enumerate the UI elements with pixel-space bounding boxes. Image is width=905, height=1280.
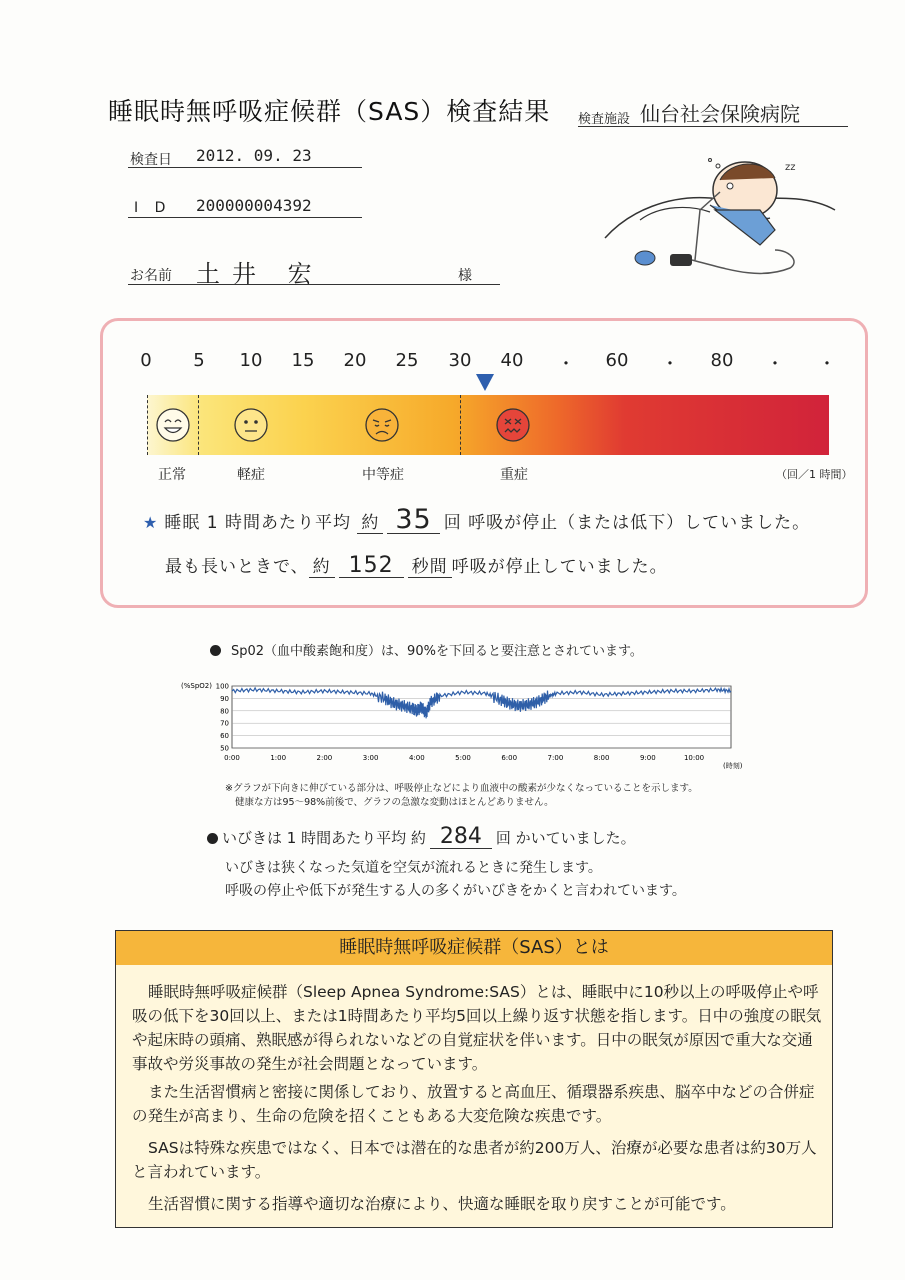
facility-name: 仙台社会保険病院 bbox=[640, 102, 800, 126]
x-tick-label: 0:00 bbox=[224, 754, 240, 762]
x-tick-label: 6:00 bbox=[501, 754, 518, 762]
moderate-face-icon bbox=[364, 407, 400, 443]
scale-tick: 80 bbox=[710, 350, 734, 371]
x-axis-label: (時刻) bbox=[723, 762, 743, 770]
x-tick-label: 3:00 bbox=[362, 754, 379, 762]
date-label: 検査日 bbox=[130, 152, 172, 168]
y-tick-label: 90 bbox=[220, 694, 229, 703]
x-tick-label: 5:00 bbox=[455, 754, 471, 762]
name-label: お名前 bbox=[130, 268, 172, 284]
facility-underline bbox=[578, 126, 848, 127]
scale-tick: 10 bbox=[239, 350, 263, 371]
honorific: 様 bbox=[458, 268, 472, 284]
date-value: 2012. 09. 23 bbox=[196, 146, 312, 165]
bullet-icon bbox=[210, 645, 221, 656]
chart-note: ※グラフが下向きに伸びている部分は、呼吸停止などにより血液中の酸素が少なくなっていることを示します。 bbox=[225, 783, 698, 794]
chart-note: 健康な方は95～98%前後で、グラフの急激な変動はほとんどありません。 bbox=[235, 797, 554, 808]
scale-unit: （回／1 時間） bbox=[776, 468, 853, 481]
longest-apnea-value: 152 bbox=[339, 555, 404, 578]
scale-tick: 15 bbox=[291, 350, 315, 371]
longest-apnea-sentence: 最も長いときで、 約 152 秒間 呼吸が停止していました。 bbox=[165, 553, 668, 578]
id-label: I D bbox=[134, 200, 172, 216]
scale-tick: 40 bbox=[500, 350, 524, 371]
info-paragraph: また生活習慣病と密接に関係しており、放置すると高血圧、循環器系疾患、脳卒中などの合併症の発生が高まり、生命の危険を招くこともある大変危険な疾患です。 bbox=[132, 1083, 815, 1125]
facility-label: 検査施設 bbox=[578, 112, 631, 127]
snore-value: 284 bbox=[430, 826, 492, 849]
page-title: 睡眠時無呼吸症候群（SAS）検査結果 bbox=[108, 97, 551, 126]
scale-tick: 25 bbox=[395, 350, 419, 371]
severity-label: 重症 bbox=[500, 467, 528, 483]
mild-face-icon bbox=[233, 407, 269, 443]
severity-divider bbox=[198, 395, 199, 455]
bullet-icon bbox=[207, 833, 218, 844]
y-tick-label: 100 bbox=[215, 682, 229, 691]
plot-area bbox=[232, 686, 731, 748]
x-tick-label: 7:00 bbox=[547, 754, 564, 762]
scale-tick: ・ bbox=[818, 354, 836, 375]
scale-tick: 0 bbox=[140, 350, 152, 371]
id-value: 200000004392 bbox=[196, 196, 312, 215]
scale-tick: 30 bbox=[448, 350, 472, 371]
y-tick-label: 80 bbox=[220, 707, 229, 716]
date-underline bbox=[128, 167, 362, 168]
patient-name: 土井 宏 bbox=[196, 260, 324, 288]
scale-tick: 5 bbox=[193, 350, 205, 371]
x-tick-label: 10:00 bbox=[683, 754, 705, 762]
x-tick-label: 9:00 bbox=[639, 754, 656, 762]
y-tick-label: 50 bbox=[220, 744, 229, 753]
ahi-value: 35 bbox=[387, 506, 439, 534]
scale-tick: 60 bbox=[605, 350, 629, 371]
y-axis-label: (%SpO2) bbox=[181, 682, 212, 690]
info-paragraph: 生活習慣に関する指導や適切な治療により、快適な睡眠を取り戻すことが可能です。 bbox=[148, 1195, 736, 1213]
info-paragraph: SASは特殊な疾患ではなく、日本では潜在的な患者が約200万人、治療が必要な患者は約30万人と言われています。 bbox=[132, 1139, 817, 1181]
severity-divider bbox=[460, 395, 461, 455]
id-underline bbox=[128, 217, 362, 218]
snore-sentence: いびきは 1 時間あたり平均 約 284 回 かいていました。 bbox=[207, 826, 636, 849]
severity-label: 正常 bbox=[158, 467, 186, 483]
star-icon: ★ bbox=[143, 513, 159, 532]
sas-info-heading: 睡眠時無呼吸症候群（SAS）とは bbox=[116, 931, 832, 965]
sleeping-patient-illustration bbox=[600, 150, 840, 290]
spo2-note: Sp02（血中酸素飽和度）は、90%を下回ると要注意とされています。 bbox=[210, 640, 643, 659]
x-tick-label: 2:00 bbox=[316, 754, 333, 762]
scale-tick: ・ bbox=[661, 354, 679, 375]
severity-divider bbox=[147, 395, 148, 455]
scale-tick: ・ bbox=[557, 354, 575, 375]
y-tick-label: 70 bbox=[220, 719, 229, 728]
name-underline bbox=[128, 284, 500, 285]
snore-explanation: 呼吸の停止や低下が発生する人の多くがいびきをかくと言われています。 bbox=[225, 883, 686, 899]
x-tick-label: 8:00 bbox=[593, 754, 610, 762]
normal-face-icon bbox=[155, 407, 191, 443]
severity-label: 軽症 bbox=[237, 467, 265, 483]
severe-face-icon bbox=[495, 407, 531, 443]
x-tick-label: 4:00 bbox=[408, 754, 425, 762]
info-paragraph: 睡眠時無呼吸症候群（Sleep Apnea Syndrome:SAS）とは、睡眠中に10秒以上の呼吸停止や呼吸の低下を30回以上、または1時間あたり平均5回以上繰り返す状態を指します。日中の強度の眠気や起床時の頭痛、熟眠感が得られないなどの自覚症状を伴います。日中の眠気が原因で重大な交通事故や労災事故の発生が社会問題となっています。 bbox=[132, 983, 822, 1073]
x-tick-label: 1:00 bbox=[270, 754, 287, 762]
scale-tick: 20 bbox=[343, 350, 367, 371]
severity-label: 中等症 bbox=[362, 467, 404, 483]
svg-text:zz: zz bbox=[785, 162, 796, 173]
scale-tick: ・ bbox=[766, 354, 784, 375]
result-marker bbox=[476, 374, 494, 391]
spo2-chart bbox=[175, 676, 755, 776]
y-tick-label: 60 bbox=[220, 732, 229, 741]
snore-explanation: いびきは狭くなった気道を空気が流れるときに発生します。 bbox=[225, 860, 602, 876]
ahi-sentence: ★ 睡眠 1 時間あたり平均 約 35 回 呼吸が停止（または低下）していました。 bbox=[143, 504, 811, 535]
